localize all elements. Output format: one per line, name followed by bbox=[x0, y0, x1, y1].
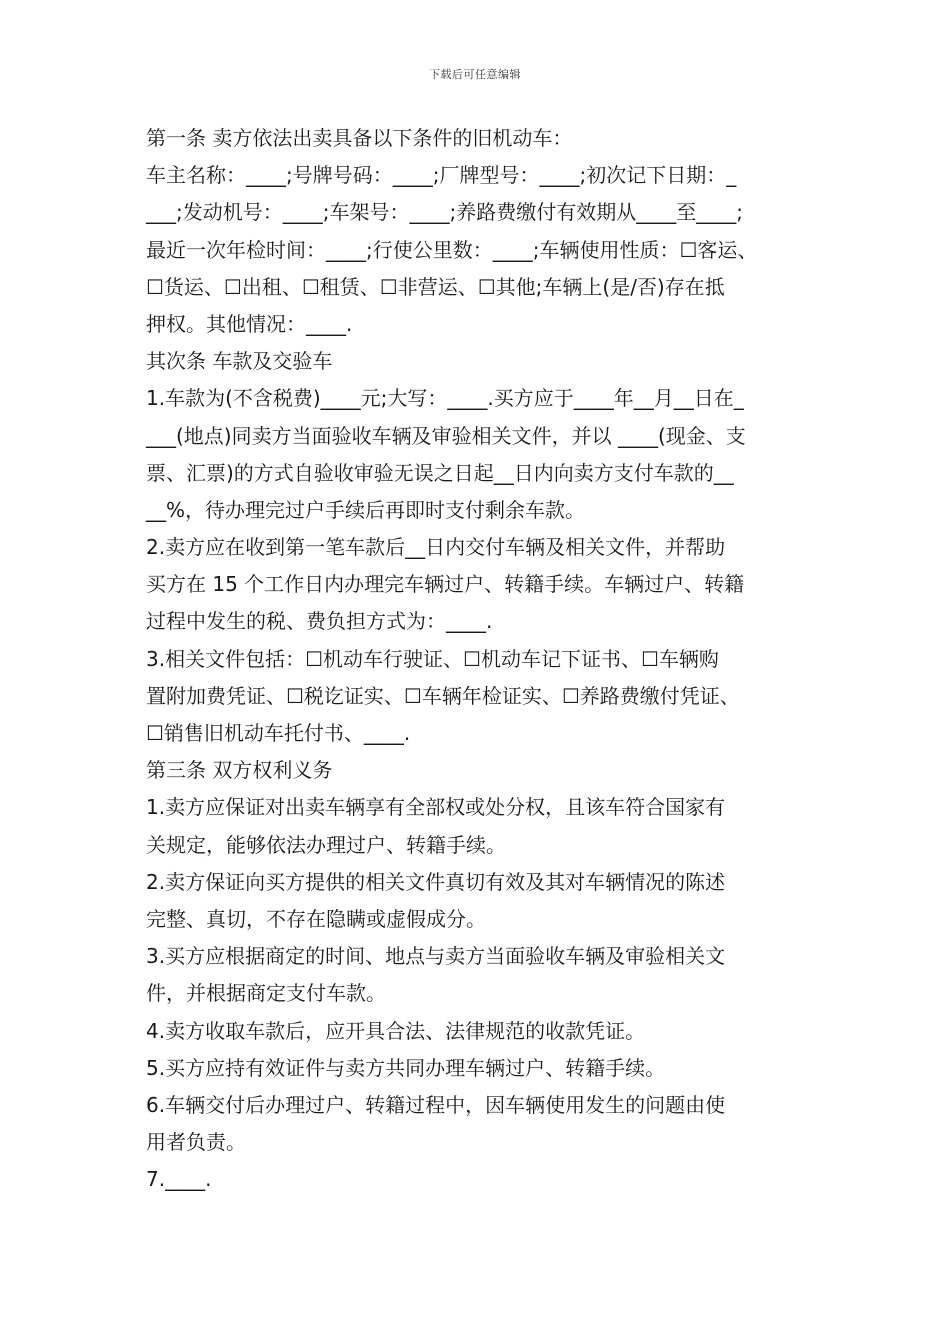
text-line: 买方在 15 个工作日内办理完车辆过户、转籍手续。车辆过户、转籍 bbox=[146, 572, 745, 597]
page-header: 下载后可任意编辑 bbox=[429, 68, 521, 81]
text-line: 过程中发生的税、费负担方式为：____. bbox=[146, 609, 493, 634]
text-line: 3.相关文件包括：☐机动车行驶证、☐机动车记下证书、☐车辆购 bbox=[146, 646, 719, 671]
text-line: 完整、真切，不存在隐瞒或虚假成分。 bbox=[146, 906, 486, 931]
text-line: 7.____. bbox=[146, 1167, 212, 1192]
article-1-heading: 第一条 卖方依法出卖具备以下条件的旧机动车： bbox=[146, 126, 573, 150]
text-line: 2.卖方保证向买方提供的相关文件真切有效及其对车辆情况的陈述 bbox=[146, 869, 726, 894]
text-line: 车主名称：____;号牌号码：____;厂牌型号：____;初次记下日期：_ bbox=[146, 163, 737, 188]
text-line: 用者负责。 bbox=[146, 1130, 246, 1155]
text-line: 件，并根据商定支付车款。 bbox=[146, 981, 386, 1006]
text-line: 2.卖方应在收到第一笔车款后__日内交付车辆及相关文件，并帮助 bbox=[146, 535, 726, 560]
text-line: 关规定，能够依法办理过户、转籍手续。 bbox=[146, 832, 506, 857]
text-line: 4.卖方收取车款后，应开具合法、法律规范的收款凭证。 bbox=[146, 1018, 646, 1043]
text-line: ___(地点)同卖方当面验收车辆及审验相关文件，并以 ____(现金、支 bbox=[146, 423, 746, 448]
text-line: __%，待办理完过户手续后再即时支付剩余车款。 bbox=[146, 497, 586, 522]
text-line: ☐销售旧机动车托付书、____. bbox=[146, 721, 411, 745]
document-body bbox=[146, 120, 828, 1198]
text-line: 押权。其他情况：____. bbox=[146, 311, 353, 336]
article-3-heading: 第三条 双方权利义务 bbox=[146, 758, 333, 783]
text-line: 最近一次年检时间：____;行使公里数：____;车辆使用性质：☐客运、 bbox=[146, 237, 758, 262]
text-line: 3.买方应根据商定的时间、地点与卖方当面验收车辆及审验相关文 bbox=[146, 944, 726, 969]
text-line: 1.车款为(不含税费)____元;大写：____.买方应于____年__月__日在_ bbox=[146, 386, 744, 411]
text-line: 置附加费凭证、☐税讫证实、☐车辆年检证实、☐养路费缴付凭证、 bbox=[146, 683, 740, 708]
text-line: 6.车辆交付后办理过户、转籍过程中，因车辆使用发生的问题由使 bbox=[146, 1092, 726, 1117]
text-line: ☐货运、☐出租、☐租赁、☐非营运、☐其他;车辆上(是/否)存在抵 bbox=[146, 274, 725, 299]
article-2-heading: 其次条 车款及交验车 bbox=[146, 349, 333, 374]
text-line: ___;发动机号：____;车架号：____;养路费缴付有效期从____至____; bbox=[146, 200, 743, 225]
text-line: 票、汇票)的方式自验收审验无误之日起__日内向卖方支付车款的__ bbox=[146, 460, 734, 485]
text-line: 5.买方应持有效证件与卖方共同办理车辆过户、转籍手续。 bbox=[146, 1055, 666, 1080]
text-line: 1.卖方应保证对出卖车辆享有全部权或处分权，且该车符合国家有 bbox=[146, 795, 726, 820]
